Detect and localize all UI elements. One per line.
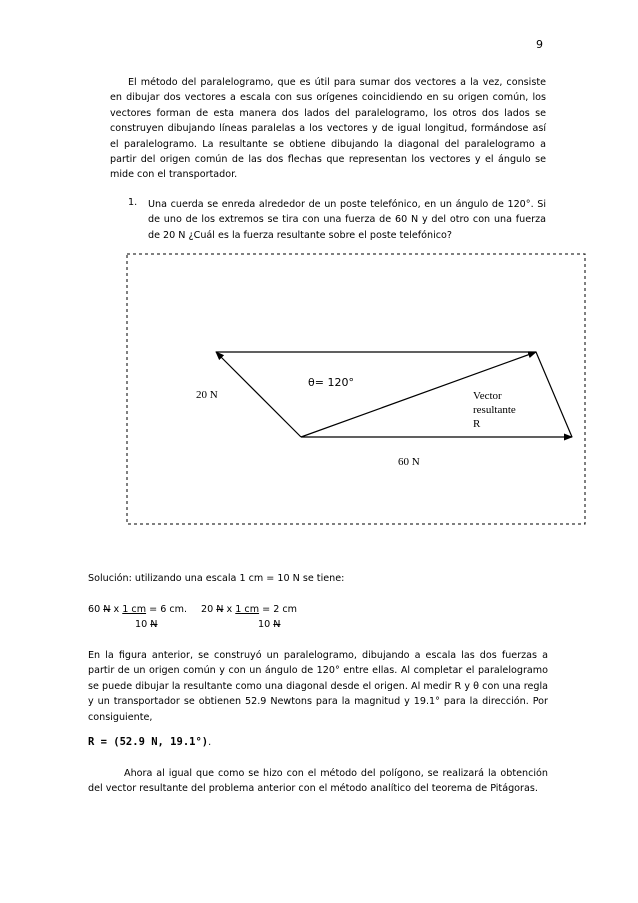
label-60n: 60 N (398, 456, 420, 468)
calc-20n-line: 20 N x 1 cm = 2 cm (201, 604, 297, 615)
solution-paragraph: En la figura anterior, se construyó un paralelogramo, dibujando a escala las dos fuerzas a partir de un origen común y con un ángulo de 120° entre ellas. Al completar el paralelogramo se puede dibujar la resultante como una diagonal desde el origen. Al medir R y θ con una regla y un transportador se obtienen 52.9 Newtons para la magnitud y 19.1° para la dirección. Por consiguiente, (88, 650, 548, 723)
closing-paragraph: Ahora al igual que como se hizo con el método del polígono, se realizará la obtención del vector resultante del problema anterior con el método analítico del teorema de Pitágoras. (88, 768, 548, 795)
parallelogram-figure (126, 253, 586, 525)
question-text: Una cuerda se enreda alrededor de un poste telefónico, en un ángulo de 120°. Si de uno de los extremos se tira con una fuerza de 60 N y del otro con una fuerza de 20 N ¿Cuál es la fuerza resultante sobre el poste telefónico? (148, 199, 546, 241)
solution-intro: Solución: utilizando una escala 1 cm = 10 N se tiene: (88, 573, 345, 584)
parallel-right-edge (536, 352, 572, 437)
label-r: R (473, 418, 481, 430)
page-number: 9 (536, 38, 543, 51)
label-20n: 20 N (196, 389, 218, 401)
final-answer: R = (52.9 N, 19.1°). (88, 736, 212, 748)
label-vector: Vector (473, 390, 502, 402)
vector-20n (216, 352, 301, 437)
intro-paragraph: El método del paralelogramo, que es útil para sumar dos vectores a la vez, consiste en dibujar dos vectores a escala con sus orígenes coincidiendo en su origen común, los vectores forman de esta manera dos lados del paralelogramo, los otros dos lados se construyen dibujando líneas paralelas a los vectores y de igual longitud, formándose así el paralelogramo. La resultante se obtiene dibujando la diagonal del paralelogramo a partir del origen común de las dos flechas que representan los vectores y el ángulo se mide con el transportador. (110, 77, 546, 181)
label-theta: θ= 120° (308, 376, 354, 389)
calc-60n-line: 60 N x 1 cm = 6 cm. (88, 604, 188, 615)
calc-60n-denominator: 10 N (135, 619, 158, 630)
label-resultante: resultante (473, 404, 516, 416)
question-number: 1. (128, 197, 138, 208)
calc-20n-denominator: 10 N (258, 619, 281, 630)
